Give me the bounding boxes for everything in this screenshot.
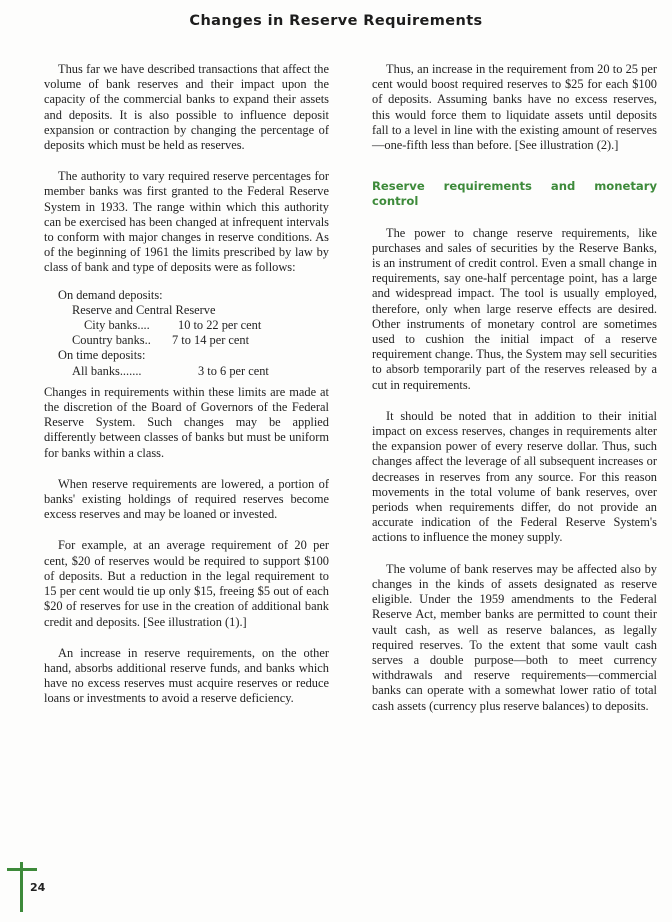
schedule-row-label: City banks.... — [84, 318, 150, 333]
paragraph: Changes in requirements within these limits are made at the discretion of the Board of Governors of the Federal Reserve System. Such changes may be applied differently between classes of banks but must be uniform for banks within a class. — [44, 384, 329, 460]
paragraph: Thus, an increase in the requirement from 20 to 25 per cent would boost required reserves to $25 for each $100 of deposits. Assuming banks have no excess reserves, this would force them to liquidate assets until deposits fall to a level in line with the existing amount of reserves—one-fifth less than before. [See illustration (2).] — [372, 62, 657, 153]
schedule-heading: On demand deposits: — [58, 287, 163, 302]
paragraph: Thus far we have described transactions that affect the volume of bank reserves and their impact upon the capacity of the commercial banks to expand their assets and deposits. It is also possible to influence deposit expansion or contraction by changing the percentage of deposits which must be held as reserves. — [44, 62, 329, 153]
right-column — [372, 62, 657, 730]
schedule-subheading: Reserve and Central Reserve — [72, 302, 216, 317]
left-column — [44, 62, 329, 723]
schedule-row — [44, 333, 329, 348]
paragraph: It should be noted that in addition to their initial impact on excess reserves, changes in requirements alter the expansion power of every reserve dollar. Thus, such changes affect the leverage of all subsequent increases or decreases in reserves from any source. For this reason movements in the total volume of bank reserves, over periods when requirements differ, do not provide an accurate indication of the Federal Reserve System's actions to influence the money supply. — [372, 408, 657, 545]
schedule-heading: On time deposits: — [58, 348, 146, 363]
schedule-row-value: 10 to 22 per cent — [178, 318, 262, 333]
footer-rule-horizontal — [7, 868, 37, 871]
page-title: Changes in Reserve Requirements — [189, 13, 483, 29]
paragraph: When reserve requirements are lowered, a portion of banks' existing holdings of required reserves become excess reserves and may be loaned or invested. — [44, 476, 329, 522]
schedule-row-value: 3 to 6 per cent — [198, 363, 269, 378]
schedule-row-label: Country banks.. — [72, 333, 151, 348]
schedule-row-label: All banks....... — [72, 363, 142, 378]
schedule-row-value: 7 to 14 per cent — [172, 333, 250, 348]
paragraph: An increase in reserve requirements, on the other hand, absorbs additional reserve funds, and banks which have no excess reserves must acquire reserves or reduce loans or investments to avoid a reserve deficiency. — [44, 645, 329, 706]
schedule-row — [44, 318, 329, 333]
paragraph: For example, at an average requirement of 20 per cent, $20 of reserves would be required to support $100 of deposits. But a reduction in the legal requirement to 15 per cent would tie up only $15, freeing $5 out of each $20 of reserves for use in the creation of additional bank credit and deposits. [See illustration (1).] — [44, 538, 329, 629]
paragraph: The authority to vary required reserve percentages for member banks was first granted to the Federal Reserve System in 1933. The range within which this authority can be exercised has been changed at infrequent intervals to conform with major changes in reserve conditions. As of the beginning of 1961 the limits prescribed by law by class of bank and type of deposits were as follows: — [44, 169, 329, 275]
paragraph: The volume of bank reserves may be affected also by changes in the kinds of assets designated as reserve eligible. Under the 1959 amendments to the Federal Reserve Act, member banks are permitted to count their vault cash, as well as reserve balances, as legally required reserves. To the extent that some vault cash serves a double purpose—both to meet currency withdrawals and reserve requirements—commercial banks can operate with a somewhat lower ratio of total cash assets (currency plus reserve balances) to deposits. — [372, 561, 657, 713]
page-number: 24 — [30, 881, 46, 894]
section-heading: Reserve requirements and monetary control — [372, 179, 657, 209]
paragraph: The power to change reserve requirements, like purchases and sales of securities by the Reserve Banks, is an instrument of credit control. Even a small change in requirements, say one-half percentage point, has a large and widespread impact. The tool is usually employed, therefore, only when large reserve effects are desired. Other instruments of monetary control are sometimes used to cushion the initial impact of a reserve requirement change. Thus, the System may sell securities to absorb temporarily part of the reserves released by a cut in requirements. — [372, 225, 657, 392]
reserve-limits-schedule — [44, 288, 329, 379]
schedule-row — [44, 364, 329, 379]
